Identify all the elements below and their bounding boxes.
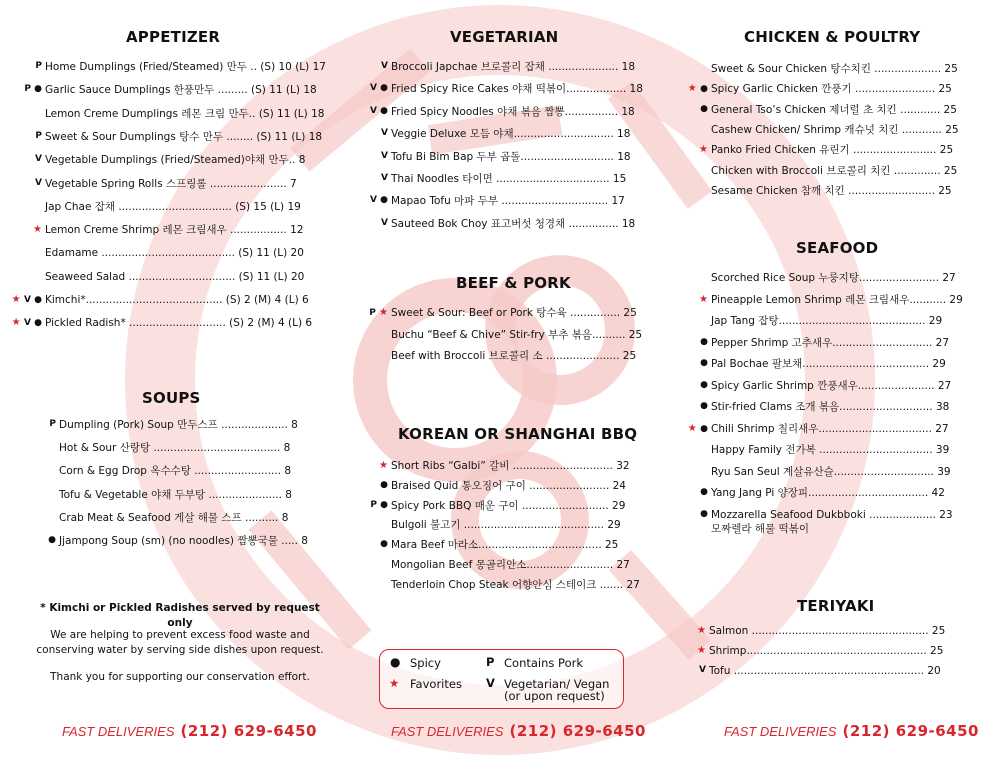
- item-markers: V: [381, 150, 388, 161]
- menu-item: Stir-fried Clams 조개 볶음............................ 38: [711, 401, 950, 413]
- menu-item: Lemon Creme Shrimp 레몬 크림새우 ................. 12: [45, 224, 304, 237]
- menu-item: Happy Family 전가복 .................................. 39: [711, 444, 950, 456]
- menu-item: Sesame Chicken 참깨 치킨 .......................... 25: [711, 184, 952, 197]
- heading-beef-pork: BEEF & PORK: [456, 274, 571, 292]
- menu-item: Sweet & Sour Dumplings 탕수 만두 ........ (S) 11 (L) 18: [45, 130, 323, 143]
- menu-item: Buchu “Beef & Chive” Stir-fry 부추 볶음.......... 25: [391, 328, 643, 341]
- item-markers: V ●: [370, 195, 388, 206]
- heading-appetizer: APPETIZER: [126, 28, 221, 46]
- legend-pork: Contains Pork: [504, 656, 583, 670]
- item-markers: V: [699, 665, 706, 675]
- menu-item: Veggie Deluxe 모듬 야채.............................. 18: [391, 128, 631, 141]
- menu-item: Seaweed Salad ................................ (S) 11 (L) 20: [45, 270, 305, 283]
- menu-item: Mara Beef 마라소..................................... 25: [391, 539, 619, 552]
- menu-item: Corn & Egg Drop 옥수수탕 .......................... 8: [59, 465, 292, 478]
- menu-item: Salmon ..................................................... 25: [709, 625, 946, 637]
- menu-item: Tofu ......................................................... 20: [709, 665, 941, 677]
- delivery-label: FAST DELIVERIES: [391, 724, 504, 739]
- item-markers: V: [381, 61, 388, 71]
- item-markers: P: [35, 61, 42, 71]
- menu-item: Short Ribs “Galbi” 갈비 .............................. 32: [391, 460, 630, 472]
- star-icon: ★: [389, 676, 400, 690]
- item-markers: V: [381, 173, 388, 183]
- menu-item: Dumpling (Pork) Soup 만두스프 .................... 8: [59, 419, 298, 431]
- item-markers: V: [381, 217, 388, 228]
- item-markers: ●: [380, 479, 388, 490]
- menu-item: Chili Shrimp 칠리새우.................................. 27: [711, 422, 949, 435]
- menu-item: Pickled Radish* ............................. (S) 2 (M) 4 (L) 6: [45, 317, 313, 330]
- item-markers: ●: [48, 535, 56, 545]
- item-markers: ★: [699, 144, 708, 156]
- item-markers: P ●: [24, 84, 42, 95]
- menu-item: Hot & Sour 산랑탕 ...................................... 8: [59, 442, 291, 455]
- heading-soups: SOUPS: [142, 389, 201, 407]
- veg-icon: V: [486, 676, 495, 690]
- menu-item: Kimchi*......................................... (S) 2 (M) 4 (L) 6: [45, 294, 309, 306]
- legend-veg: Vegetarian/ Vegan: [504, 677, 610, 691]
- menu-item: Spicy Pork BBQ 매운 구이 .......................... 29: [391, 499, 626, 512]
- menu-item: Spicy Garlic Shrimp 깐풍새우....................... 27: [711, 379, 952, 392]
- menu-item: Jap Tang 잡탕............................................ 29: [711, 315, 943, 327]
- menu-item: Fried Spicy Noodles 야채 볶음 짬뽕................ 18: [391, 105, 635, 118]
- item-markers: P ●: [370, 499, 388, 510]
- menu-item: Scorched Rice Soup 누룽지탕........................ 27: [711, 272, 956, 284]
- menu-item: Mongolian Beef 몽골리안소.......................... 27: [391, 559, 630, 571]
- menu-item: Vegetable Dumplings (Fried/Steamed)야채 만두.. 8: [45, 154, 306, 167]
- item-markers: ●: [700, 508, 708, 519]
- menu-item: Sauteed Bok Choy 표고버섯 청경채 ............... 18: [391, 217, 636, 230]
- item-markers: ●: [700, 358, 708, 368]
- menu-item: Mapao Tofu 마파 두부 ................................ 17: [391, 195, 625, 208]
- menu-item: Home Dumplings (Fried/Steamed) 만두 .. (S) 10 (L) 17: [45, 61, 326, 73]
- menu-item: Pepper Shrimp 고추새우.............................. 27: [711, 336, 950, 349]
- menu-item: General Tso’s Chicken 제너럴 초 치킨 ............ 25: [711, 103, 957, 116]
- menu-item: Pal Bochae 팔보채...................................... 29: [711, 358, 946, 370]
- heading-teriyaki: TERIYAKI: [797, 597, 875, 615]
- menu-item: Beef with Broccoli 브로콜리 소 ...................... 25: [391, 350, 637, 362]
- delivery-label: FAST DELIVERIES: [724, 724, 837, 739]
- heading-chicken: CHICKEN & POULTRY: [744, 28, 921, 46]
- menu-item: Sweet & Sour Chicken 탕수치킨 .................... 25: [711, 63, 958, 75]
- delivery-right: [724, 722, 979, 740]
- item-markers: ●: [700, 379, 708, 390]
- heading-bbq: KOREAN OR SHANGHAI BBQ: [398, 425, 638, 443]
- waste-note: We are helping to prevent excess food waste and conserving water by serving side dishes upon request.: [36, 629, 324, 656]
- menu-item: Ryu San Seul 계살유산슬.............................. 39: [711, 465, 951, 478]
- item-markers: ●: [380, 539, 388, 550]
- item-markers: V ●: [370, 105, 388, 116]
- heading-seafood: SEAFOOD: [796, 239, 879, 257]
- item-markers: ★: [379, 460, 388, 471]
- legend-favorites: Favorites: [410, 677, 462, 691]
- legend-veg-note: (or upon request): [504, 689, 605, 703]
- item-markers: P ★: [369, 307, 388, 318]
- menu-item: Braised Quid 통오징어 구이 ........................ 24: [391, 479, 626, 492]
- delivery-label: FAST DELIVERIES: [62, 724, 175, 739]
- delivery-left: [62, 722, 317, 740]
- spicy-icon: ●: [390, 655, 401, 669]
- pork-icon: P: [486, 655, 495, 669]
- delivery-phone[interactable]: (212) 629-6450: [842, 722, 979, 740]
- menu-item: Edamame ........................................ (S) 11 (L) 20: [45, 247, 304, 260]
- item-markers: V: [35, 177, 42, 188]
- item-markers: ★: [33, 224, 42, 236]
- item-markers: V: [381, 128, 388, 139]
- menu-item: Jap Chae 잡채 .................................. (S) 15 (L) 19: [45, 200, 301, 213]
- menu-item: Shrimp...................................................... 25: [709, 645, 944, 657]
- item-markers: V ●: [370, 83, 388, 94]
- seafood-extra-line: 모짜렐라 해물 떡볶이: [711, 523, 809, 535]
- item-markers: ★: [697, 625, 706, 636]
- item-markers: ●: [700, 103, 708, 114]
- menu-item: Crab Meat & Seafood 게살 해물 스프 .......... 8: [59, 511, 289, 524]
- menu-item: Thai Noodles 타이면 .................................. 15: [391, 173, 627, 185]
- menu-item: Garlic Sauce Dumplings 한풍만두 ......... (S) 11 (L) 18: [45, 84, 317, 97]
- item-markers: ★ V ●: [11, 294, 42, 305]
- item-markers: ●: [700, 401, 708, 411]
- legend-spicy: Spicy: [410, 656, 441, 670]
- item-markers: ●: [700, 487, 708, 497]
- menu-item: Tenderloin Chop Steak 어향안심 스테이크 ....... 27: [391, 578, 640, 591]
- item-markers: ★ ●: [687, 422, 708, 434]
- menu-item: Chicken with Broccoli 브로콜리 치킨 .............. 25: [711, 164, 958, 177]
- menu-item: Pineapple Lemon Shrimp 레몬 크림새우........... 29: [711, 293, 963, 306]
- menu-item: Tofu Bi Bim Bap 두부 곱돌............................ 18: [391, 150, 631, 163]
- item-markers: P: [49, 419, 56, 429]
- heading-vegetarian: VEGETARIAN: [450, 28, 559, 46]
- item-markers: ★ V ●: [11, 317, 42, 329]
- menu-item: Broccoli Japchae 브로콜리 잡채 ..................... 18: [391, 61, 636, 73]
- item-markers: ★: [697, 645, 706, 656]
- menu-item: Vegetable Spring Rolls 스프링롤 ....................... 7: [45, 177, 297, 190]
- menu-item: Yang Jang Pi 양장피.................................... 42: [711, 487, 945, 499]
- menu-item: Jjampong Soup (sm) (no noodles) 짬뽕국물 ..... 8: [59, 535, 308, 547]
- menu-item: Lemon Creme Dumplings 레몬 크림 만두.. (S) 11 (L) 18: [45, 107, 325, 120]
- kimchi-note: * Kimchi or Pickled Radishes served by request only: [40, 602, 320, 629]
- menu-item: Cashew Chicken/ Shrimp 캐슈넛 치킨 ............ 25: [711, 123, 959, 136]
- delivery-phone[interactable]: (212) 629-6450: [180, 722, 317, 740]
- menu-item: Mozzarella Seafood Dukbboki .................... 23: [711, 508, 953, 521]
- menu-item: Spicy Garlic Chicken 깐풍기 ........................ 25: [711, 83, 952, 96]
- item-markers: ★ ●: [687, 83, 708, 95]
- item-markers: V: [35, 154, 42, 165]
- menu-item: Fried Spicy Rice Cakes 야채 떡볶이.................. 18: [391, 83, 643, 96]
- item-markers: ★: [699, 293, 708, 305]
- item-markers: P: [35, 130, 42, 141]
- menu-item: Bulgoli 불고기 .......................................... 29: [391, 519, 621, 532]
- legend-box: [379, 649, 624, 709]
- delivery-phone[interactable]: (212) 629-6450: [509, 722, 646, 740]
- delivery-middle: [391, 722, 646, 740]
- menu-item: Panko Fried Chicken 유린기 ......................... 25: [711, 144, 954, 157]
- thanks-note: Thank you for supporting our conservation effort.: [50, 671, 310, 683]
- menu-item: Sweet & Sour: Beef or Pork 탕수육 ............... 25: [391, 307, 637, 319]
- menu-item: Tofu & Vegetable 야채 두부탕 ...................... 8: [59, 488, 292, 501]
- item-markers: ●: [700, 336, 708, 347]
